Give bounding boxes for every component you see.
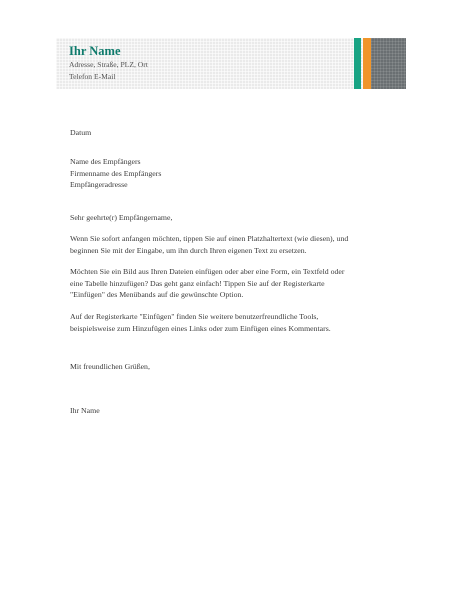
recipient-company[interactable]: Firmenname des Empfängers xyxy=(70,168,162,178)
accent-block-gray xyxy=(371,38,406,89)
paragraph-line[interactable]: beispielsweise zum Hinzufügen eines Links oder zum Einfügen eines Kommentars. xyxy=(70,323,331,333)
salutation[interactable]: Sehr geehrte(r) Empfängername, xyxy=(70,213,173,222)
paragraph-line[interactable]: beginnen Sie mit der Eingabe, um ihn durch Ihren eigenen Text zu ersetzen. xyxy=(70,245,307,255)
recipient-name[interactable]: Name des Empfängers xyxy=(70,157,141,166)
letter-date[interactable]: Datum xyxy=(70,128,92,137)
paragraph-1 xyxy=(70,233,348,256)
paragraph-line[interactable]: "Einfügen" des Menübands auf die gewünschte Option. xyxy=(70,290,244,300)
sender-contact[interactable]: Telefon E-Mail xyxy=(69,72,116,81)
recipient-block xyxy=(70,156,161,191)
paragraph-line[interactable]: Auf der Registerkarte "Einfügen" finden Sie weitere benutzerfreundliche Tools, xyxy=(70,312,319,321)
accent-bar-teal xyxy=(354,38,361,89)
paragraph-3 xyxy=(70,311,331,334)
sender-name[interactable]: Ihr Name xyxy=(69,44,121,58)
closing[interactable]: Mit freundlichen Grüßen, xyxy=(70,362,150,371)
sender-address[interactable]: Adresse, Straße, PLZ, Ort xyxy=(69,60,148,69)
accent-bar-orange xyxy=(363,38,371,89)
paragraph-line[interactable]: Wenn Sie sofort anfangen möchten, tippen Sie auf einen Platzhaltertext (wie diesen), und xyxy=(70,234,349,243)
signature-name[interactable]: Ihr Name xyxy=(70,406,100,415)
recipient-address[interactable]: Empfängeradresse xyxy=(70,180,128,190)
paragraph-line[interactable]: Möchten Sie ein Bild aus Ihren Dateien einfügen oder aber eine Form, ein Textfeld oder xyxy=(70,267,345,276)
paragraph-line[interactable]: eine Tabelle hinzufügen? Das geht ganz einfach! Tippen Sie auf der Registerkarte xyxy=(70,278,325,288)
paragraph-2 xyxy=(70,266,345,301)
